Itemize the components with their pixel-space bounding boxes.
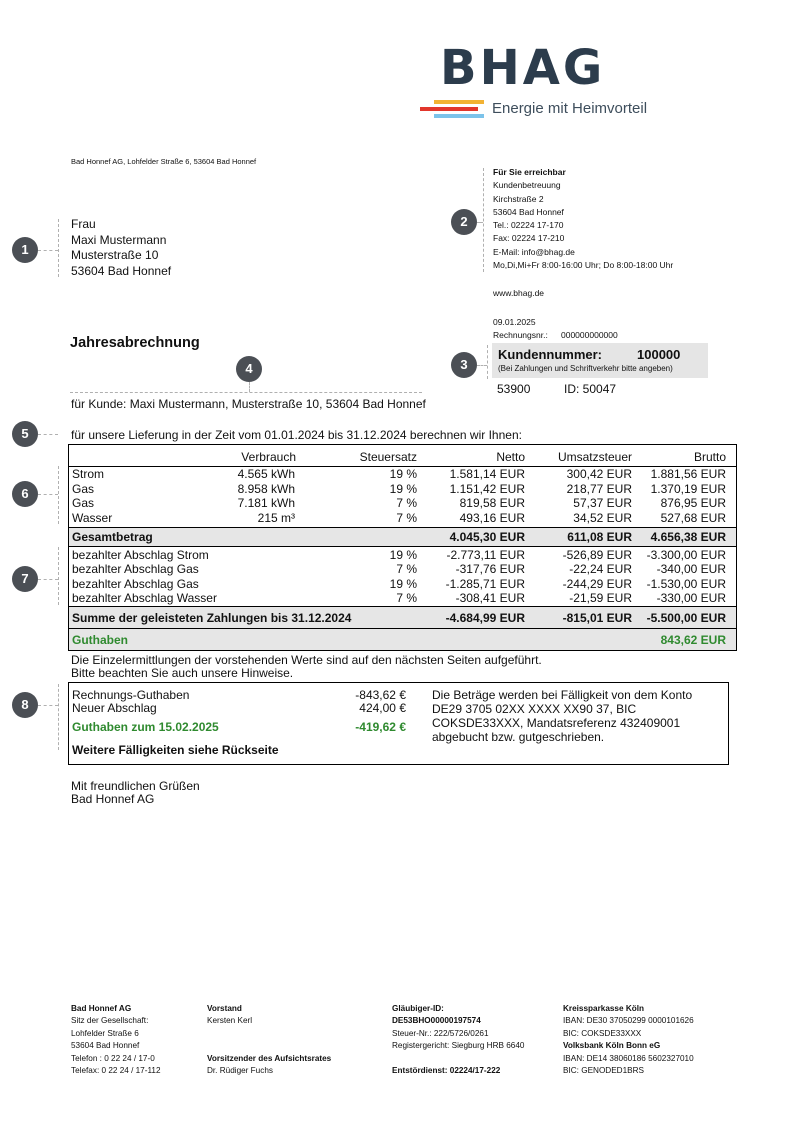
customer-id: ID: 50047 bbox=[564, 382, 617, 396]
payment-row bbox=[69, 591, 736, 605]
footer-title: Gläubiger-ID: bbox=[392, 1004, 444, 1013]
payment-netto: -317,76 EUR bbox=[455, 562, 525, 576]
row-umsatzsteuer: 218,77 EUR bbox=[566, 482, 632, 496]
row-label: Strom bbox=[72, 467, 105, 481]
closing-company: Bad Honnef AG bbox=[71, 792, 155, 806]
marker-4-leader bbox=[249, 382, 250, 392]
payment-label: bezahlter Abschlag Strom bbox=[72, 548, 209, 562]
marker-3: 3 bbox=[451, 352, 477, 378]
total-umsatzsteuer: 611,08 EUR bbox=[567, 530, 632, 544]
intro-line: für unsere Lieferung in der Zeit vom 01.01.2024 bis 31.12.2024 berechnen wir Ihnen: bbox=[71, 428, 522, 442]
bank-debit-text bbox=[432, 688, 692, 744]
row-verbrauch: 8.958 kWh bbox=[237, 482, 295, 496]
table-row bbox=[69, 511, 736, 525]
footer-emergency: Entstördienst: 02224/17-222 bbox=[392, 1066, 501, 1076]
footer-line: Dr. Rüdiger Fuchs bbox=[207, 1066, 273, 1076]
row-umsatzsteuer: 300,42 EUR bbox=[566, 467, 632, 481]
payment-umsatzsteuer: -526,89 EUR bbox=[562, 548, 632, 562]
payment-netto: -2.773,11 EUR bbox=[446, 548, 525, 562]
credit-label: Guthaben bbox=[72, 633, 128, 647]
footer-registry bbox=[392, 1003, 524, 1077]
payment-brutto: -3.300,00 EUR bbox=[646, 548, 726, 562]
payment-row bbox=[69, 548, 736, 562]
total-row bbox=[69, 530, 736, 544]
payment-netto: -308,41 EUR bbox=[455, 591, 525, 605]
customer-number-box bbox=[492, 343, 708, 378]
summary-amount: -843,62 € bbox=[355, 688, 406, 702]
row-verbrauch: 4.565 kWh bbox=[237, 467, 295, 481]
col-header-steuersatz: Steuersatz bbox=[359, 450, 417, 464]
footer-title: Kreissparkasse Köln bbox=[563, 1004, 645, 1013]
row-brutto: 1.881,56 EUR bbox=[650, 467, 726, 481]
footer-line: IBAN: DE14 38060186 5602327010 bbox=[563, 1053, 694, 1063]
col-header-verbrauch: Verbrauch bbox=[241, 450, 296, 464]
contact-block bbox=[493, 166, 673, 272]
payment-brutto: -1.530,00 EUR bbox=[646, 577, 726, 591]
bank-text-line: COKSDE33XXX, Mandatsreferenz 432409001 bbox=[432, 716, 681, 730]
total-bottom-divider bbox=[69, 546, 736, 547]
company-logo bbox=[418, 40, 658, 125]
contact-email[interactable]: E-Mail: info@bhag.de bbox=[493, 246, 575, 257]
marker-1-leader bbox=[38, 250, 58, 251]
for-customer-line: für Kunde: Maxi Mustermann, Musterstraße 10, 53604 Bad Honnef bbox=[71, 397, 426, 411]
recipient-bracket bbox=[58, 219, 59, 277]
marker-7: 7 bbox=[12, 566, 38, 592]
contact-heading: Für Sie erreichbar bbox=[493, 167, 566, 177]
marker-1: 1 bbox=[12, 237, 38, 263]
contact-line: Kirchstraße 2 bbox=[493, 193, 544, 204]
col-header-netto: Netto bbox=[496, 450, 525, 464]
note-line: Bitte beachten Sie auch unsere Hinweise. bbox=[71, 666, 294, 680]
table-row bbox=[69, 482, 736, 496]
footer-line: Steuer-Nr.: 222/5726/0261 bbox=[392, 1028, 489, 1038]
footer-line: BIC: GENODED1BRS bbox=[563, 1066, 644, 1076]
contact-bracket bbox=[483, 168, 484, 272]
marker-5-leader bbox=[38, 434, 58, 435]
payments-total-row bbox=[69, 611, 736, 625]
total-netto: 4.045,30 EUR bbox=[449, 530, 525, 544]
row-label: Gas bbox=[72, 496, 95, 510]
document-date: 09.01.2025 bbox=[493, 317, 536, 327]
row-verbrauch: 7.181 kWh bbox=[237, 496, 295, 510]
summary-label: Rechnungs-Guthaben bbox=[72, 688, 190, 702]
summary-label: Neuer Abschlag bbox=[72, 701, 157, 715]
payment-label: bezahlter Abschlag Wasser bbox=[72, 591, 217, 605]
payment-label: bezahlter Abschlag Gas bbox=[72, 577, 199, 591]
closing-greeting: Mit freundlichen Grüßen bbox=[71, 779, 200, 793]
table-header-row bbox=[69, 450, 736, 464]
summary-credit-amount: -419,62 € bbox=[355, 720, 406, 734]
footer-title: Bad Honnef AG bbox=[71, 1004, 132, 1013]
logo-stripes-icon bbox=[418, 98, 488, 122]
row-umsatzsteuer: 34,52 EUR bbox=[573, 511, 632, 525]
row-steuersatz: 7 % bbox=[396, 496, 417, 510]
payments-total-label: Summe der geleisteten Zahlungen bis 31.12.2024 bbox=[72, 611, 352, 625]
row-label: Wasser bbox=[72, 511, 113, 525]
contact-line: Kundenbetreuung bbox=[493, 180, 561, 191]
footer-line: Registergericht: Siegburg HRB 6640 bbox=[392, 1041, 525, 1051]
total-label: Gesamtbetrag bbox=[72, 530, 153, 544]
payment-steuersatz: 7 % bbox=[396, 591, 417, 605]
footer-line: Telefon : 0 22 24 / 17-0 bbox=[71, 1053, 155, 1063]
summary-credit-label: Guthaben zum 15.02.2025 bbox=[72, 720, 219, 734]
row-steuersatz: 7 % bbox=[396, 511, 417, 525]
footer-creditor-id: DE53BHO00000197574 bbox=[392, 1016, 481, 1026]
payment-brutto: -330,00 EUR bbox=[656, 591, 726, 605]
consumption-bracket bbox=[58, 466, 59, 524]
row-brutto: 1.370,19 EUR bbox=[650, 482, 726, 496]
page-title: Jahresabrechnung bbox=[70, 335, 200, 351]
sender-line: Bad Honnef AG, Lohfelder Straße 6, 53604 Bad Honnef bbox=[71, 157, 257, 166]
marker-6-leader bbox=[38, 494, 58, 495]
payment-row bbox=[69, 577, 736, 591]
marker-3-leader bbox=[477, 365, 487, 366]
row-steuersatz: 19 % bbox=[389, 482, 417, 496]
row-netto: 493,16 EUR bbox=[459, 511, 525, 525]
payment-steuersatz: 19 % bbox=[389, 548, 417, 562]
billing-table bbox=[68, 444, 737, 651]
summary-box bbox=[68, 682, 729, 765]
marker-8-leader bbox=[38, 705, 58, 706]
logo-wordmark: BHAG bbox=[440, 40, 606, 96]
footer-line: IBAN: DE30 37050299 0000101626 bbox=[563, 1016, 694, 1026]
row-label: Gas bbox=[72, 482, 95, 496]
payment-umsatzsteuer: -244,29 EUR bbox=[562, 577, 632, 591]
footer-board bbox=[207, 1003, 331, 1077]
contact-phone: Tel.: 02224 17-170 bbox=[493, 220, 564, 231]
col-header-umsatzsteuer: Umsatzsteuer bbox=[557, 450, 632, 464]
row-steuersatz: 19 % bbox=[389, 467, 417, 481]
payment-label: bezahlter Abschlag Gas bbox=[72, 562, 199, 576]
contact-website[interactable]: www.bhag.de bbox=[493, 288, 545, 298]
contact-fax: Fax: 02224 17-210 bbox=[493, 233, 565, 244]
payment-umsatzsteuer: -22,24 EUR bbox=[569, 562, 632, 576]
footer-title: Volksbank Köln Bonn eG bbox=[563, 1041, 661, 1051]
row-verbrauch: 215 m³ bbox=[257, 511, 295, 525]
footer-company bbox=[71, 1003, 161, 1077]
customer-number-note: (Bei Zahlungen und Schriftverkehr bitte angeben) bbox=[498, 364, 673, 373]
summary-amount: 424,00 € bbox=[359, 701, 406, 715]
summary-bracket bbox=[58, 684, 59, 750]
footer-banks bbox=[563, 1003, 694, 1077]
marker-2: 2 bbox=[451, 209, 477, 235]
customer-bracket bbox=[487, 345, 488, 379]
customer-code: 53900 bbox=[497, 382, 531, 396]
marker-6: 6 bbox=[12, 481, 38, 507]
row-umsatzsteuer: 57,37 EUR bbox=[573, 496, 632, 510]
credit-row bbox=[69, 633, 736, 647]
credit-amount: 843,62 EUR bbox=[660, 633, 726, 647]
footer-line: 53604 Bad Honnef bbox=[71, 1041, 140, 1051]
marker-5: 5 bbox=[12, 421, 38, 447]
footer-line: Sitz der Gesellschaft: bbox=[71, 1016, 149, 1026]
payment-steuersatz: 7 % bbox=[396, 562, 417, 576]
col-header-brutto: Brutto bbox=[693, 450, 726, 464]
row-brutto: 876,95 EUR bbox=[660, 496, 726, 510]
footer-line: Telefax: 0 22 24 / 17-112 bbox=[71, 1066, 161, 1076]
table-row bbox=[69, 467, 736, 481]
customer-number-label: Kundennummer: bbox=[498, 347, 602, 362]
marker-7-leader bbox=[38, 579, 58, 580]
payment-brutto: -340,00 EUR bbox=[656, 562, 726, 576]
invoice-number-label: Rechnungsnr.: bbox=[493, 330, 548, 340]
payments-total-umsatzsteuer: -815,01 EUR bbox=[562, 611, 632, 625]
further-dues-note: Weitere Fälligkeiten siehe Rückseite bbox=[72, 743, 279, 757]
row-netto: 1.151,42 EUR bbox=[449, 482, 525, 496]
row-netto: 819,58 EUR bbox=[459, 496, 525, 510]
recipient-salutation: Frau bbox=[71, 217, 96, 231]
marker-4: 4 bbox=[236, 356, 262, 382]
footer-title: Vorsitzender des Aufsichtsrates bbox=[207, 1053, 332, 1063]
bank-text-line: DE29 3705 02XX XXXX XX90 37, BIC bbox=[432, 702, 637, 716]
payments-total-brutto: -5.500,00 EUR bbox=[646, 611, 726, 625]
footer-title: Vorstand bbox=[207, 1004, 242, 1013]
row-brutto: 527,68 EUR bbox=[660, 511, 726, 525]
row-netto: 1.581,14 EUR bbox=[449, 467, 525, 481]
customer-number: 100000 bbox=[637, 347, 681, 362]
payments-bracket bbox=[58, 547, 59, 605]
bank-text-line: abgebucht bzw. gutgeschrieben. bbox=[432, 730, 605, 744]
payment-row bbox=[69, 562, 736, 576]
recipient-name: Maxi Mustermann bbox=[71, 232, 167, 247]
bank-text-line: Die Beträge werden bei Fälligkeit von dem Konto bbox=[432, 688, 693, 702]
payment-umsatzsteuer: -21,59 EUR bbox=[569, 591, 632, 605]
invoice-number: 000000000000 bbox=[561, 330, 618, 340]
recipient-city: 53604 Bad Honnef bbox=[71, 263, 172, 278]
logo-tagline: Energie mit Heimvorteil bbox=[492, 100, 648, 117]
footer-line: Kersten Kerl bbox=[207, 1016, 253, 1026]
footer-line: Lohfelder Straße 6 bbox=[71, 1028, 139, 1038]
contact-hours: Mo,Di,Mi+Fr 8:00-16:00 Uhr; Do 8:00-18:00 Uhr bbox=[493, 260, 674, 271]
marker-8: 8 bbox=[12, 692, 38, 718]
recipient-street: Musterstraße 10 bbox=[71, 248, 159, 262]
table-row bbox=[69, 496, 736, 510]
total-brutto: 4.656,38 EUR bbox=[650, 530, 726, 544]
payment-steuersatz: 19 % bbox=[389, 577, 417, 591]
recipient-address bbox=[71, 217, 171, 279]
footer-line: BIC: COKSDE33XXX bbox=[563, 1028, 642, 1038]
note-line: Die Einzelermittlungen der vorstehenden Werte sind auf den nächsten Seiten aufgeführt. bbox=[71, 653, 542, 667]
payments-total-netto: -4.684,99 EUR bbox=[445, 611, 525, 625]
payment-netto: -1.285,71 EUR bbox=[445, 577, 525, 591]
contact-line: 53604 Bad Honnef bbox=[493, 206, 564, 217]
customer-line-divider bbox=[70, 392, 422, 393]
